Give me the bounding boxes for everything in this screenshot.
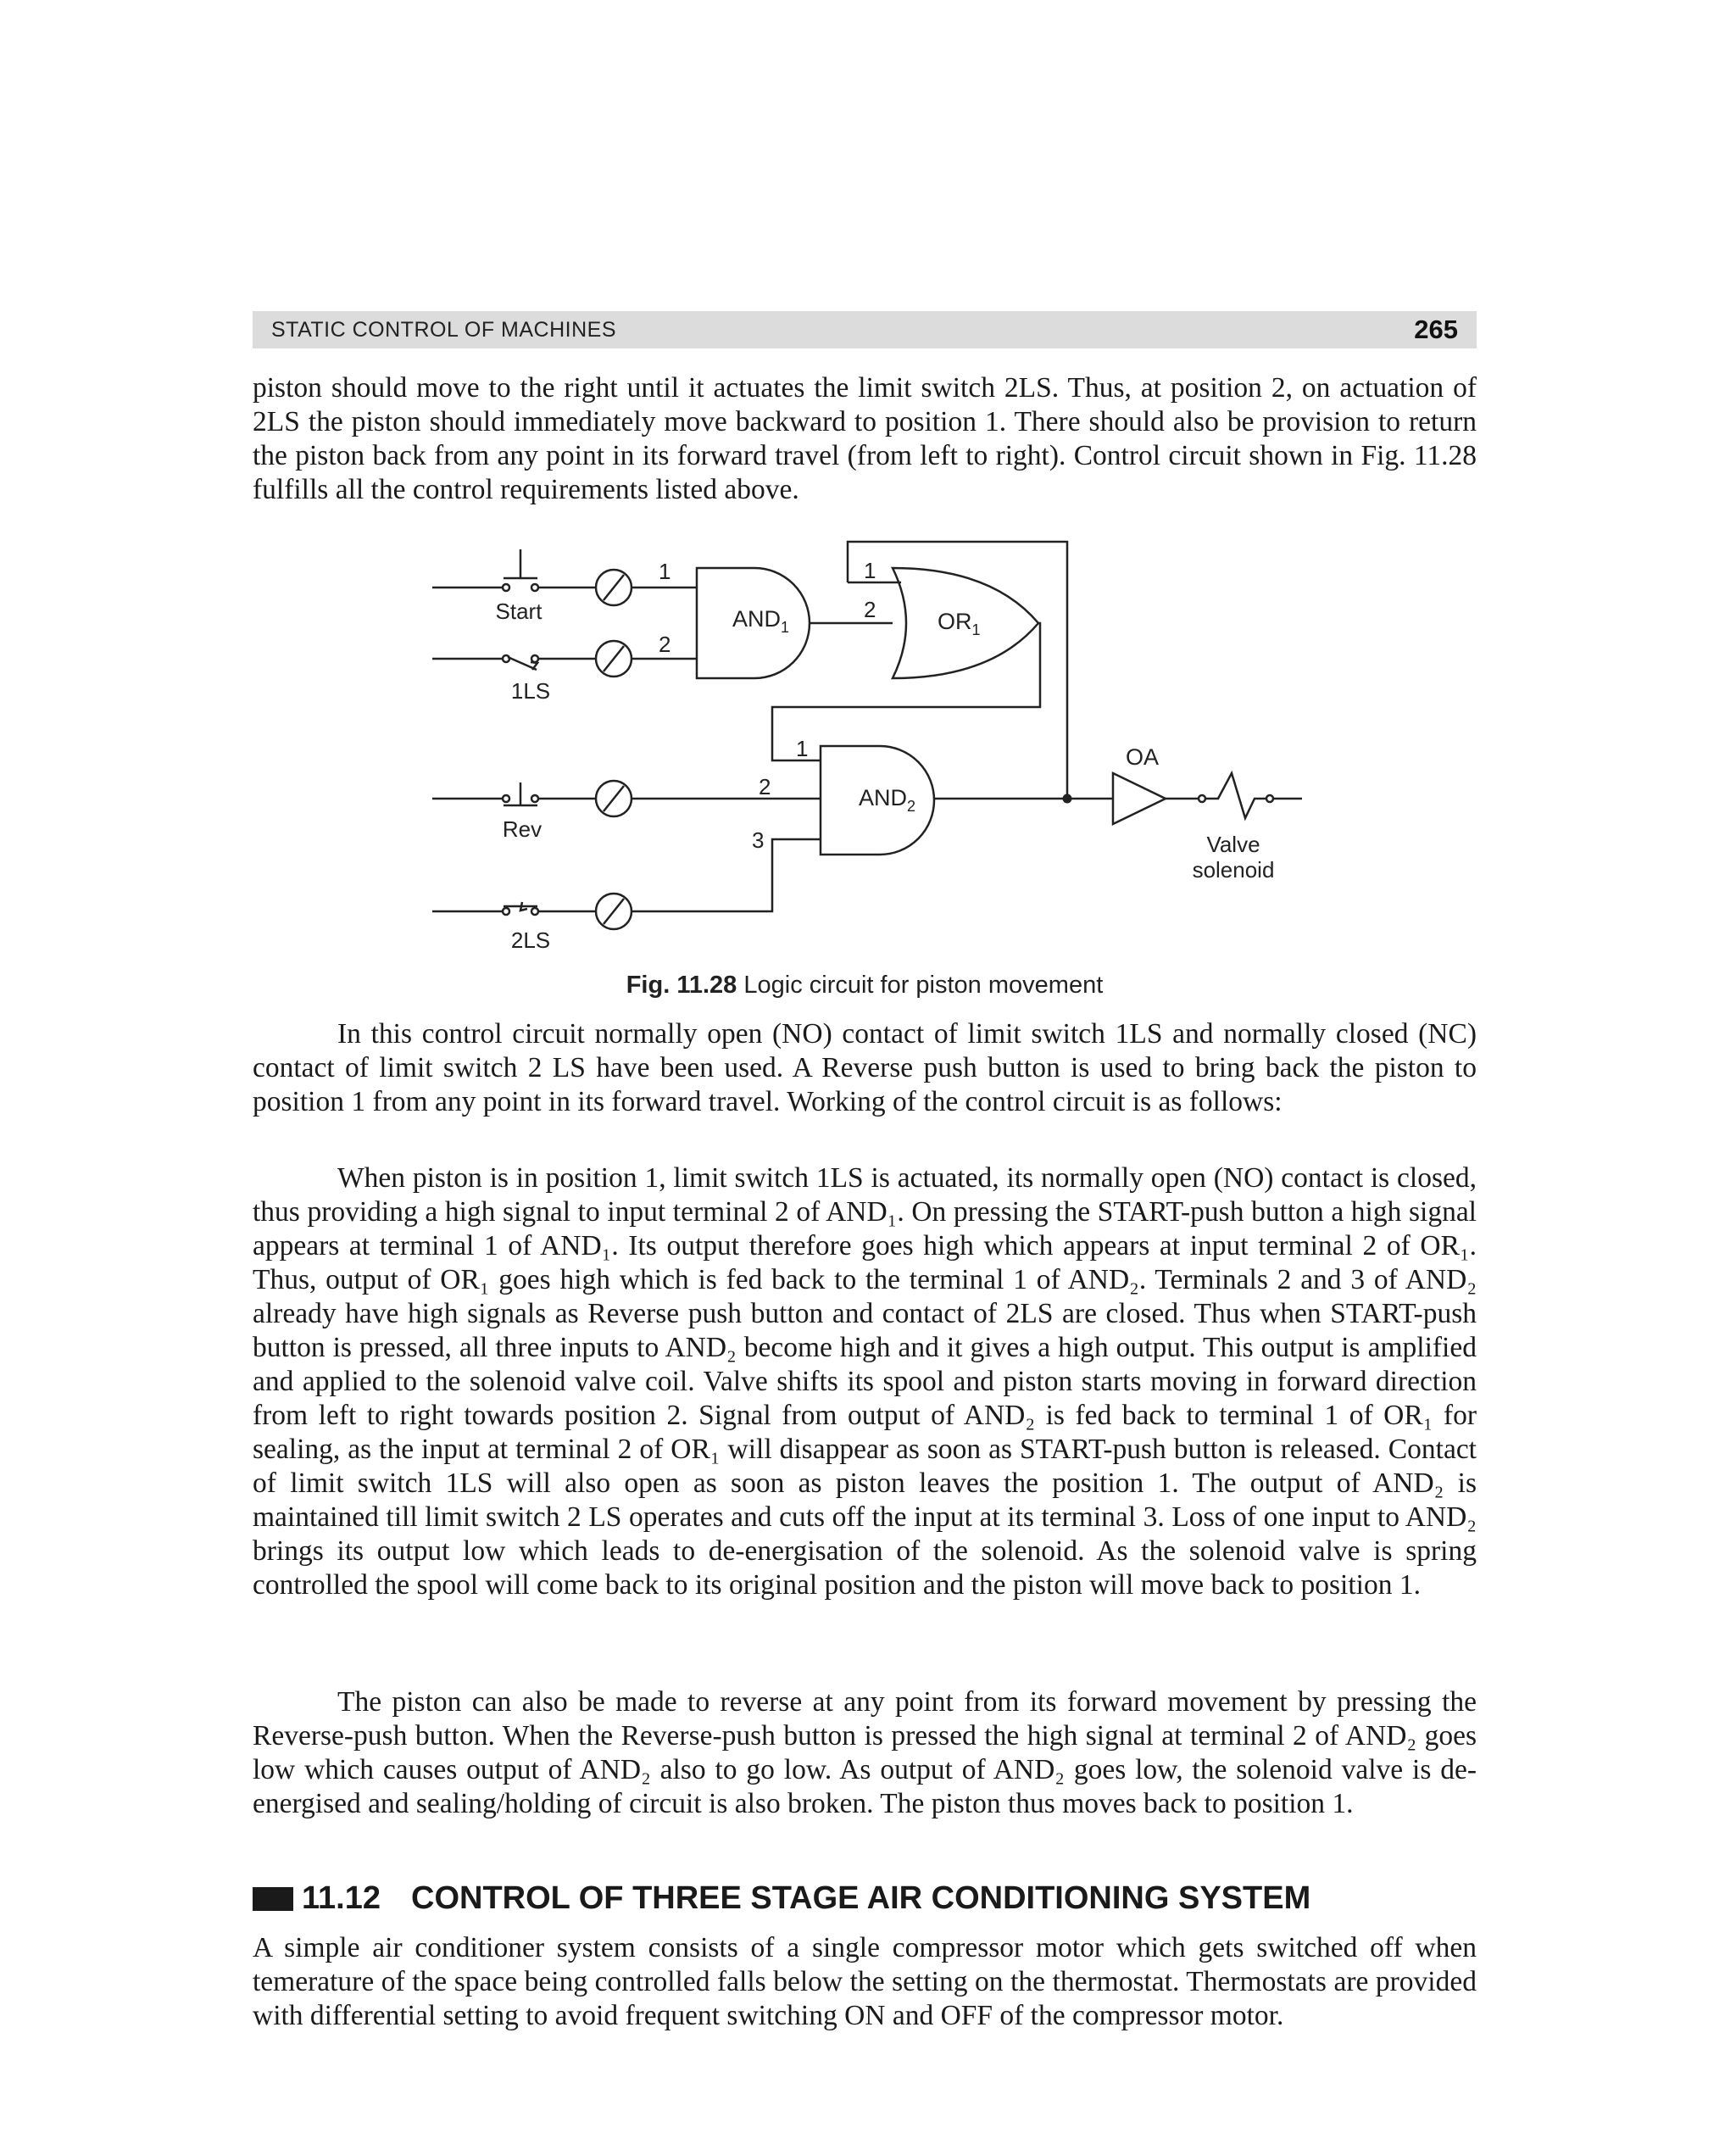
junction-dot bbox=[1063, 794, 1072, 804]
contact-terminal bbox=[531, 795, 538, 802]
section-number: 11.12 bbox=[302, 1880, 381, 1916]
logic-circuit-diagram bbox=[415, 526, 1314, 966]
solenoid-terminal bbox=[1266, 795, 1273, 802]
contact-terminal bbox=[503, 584, 509, 591]
paragraph-contacts: In this control circuit normally open (NO) contact of limit switch 1LS and normally closed (NC) contact of limit switch 2 LS have been used. A Reverse push button is used to bring back the piston to position 1 from any point in its forward travel. Working of the control circuit is as follows: bbox=[253, 1018, 1477, 1117]
and1-terminal-2: 2 bbox=[659, 632, 671, 657]
contact-terminal bbox=[531, 584, 538, 591]
and2-label: $AND_2$ bbox=[859, 785, 916, 815]
solenoid-terminal bbox=[1199, 795, 1205, 802]
oa-amplifier bbox=[1113, 773, 1166, 824]
valve-solenoid-coil bbox=[1205, 773, 1266, 818]
section-marker bbox=[253, 1887, 293, 1911]
start-label: Start bbox=[495, 599, 542, 624]
contact-terminal bbox=[531, 655, 538, 662]
paragraph-working: When piston is in position 1, limit switch 1LS is actuated, its normally open (NO) contact is closed, thus providing a high signal to input terminal 2 of AND₁. On pressing the START-push button a high signal appears at terminal 1 of AND₁. Its output therefore goes high which appears at input terminal 2 of OR₁. Thus, output of OR₁ goes high which is fed back to the terminal 1 of AND₂. Terminals 2 and 3 of AND₂ already have high signals as Reverse push button and contact of 2LS are closed. Thus when START-push button is pressed, all three inputs to AND₂ become high and it gives a high output. This output is amplified and applied to the solenoid valve coil. Valve shifts its spool and piston starts moving in forward direction from left to right towards position 2. Signal from output of AND₂ is fed back to terminal 1 of OR₁ for sealing, as the input at terminal 2 of OR₁ will disappear as soon as START-push button is released. Contact of limit switch 1LS will also open as soon as piston leaves the position 1. The output of AND₂ is maintained till limit switch 2 LS operates and cuts off the input at its terminal 3. Loss of one input to AND₂ brings its output low which leads to de-energisation of the solenoid. As the solenoid valve is spring controlled the spool will come back to its original position and the piston will move back to position 1. bbox=[253, 1162, 1477, 1601]
figure-caption bbox=[253, 972, 1477, 1000]
valve-label: Valve bbox=[1206, 832, 1260, 857]
contact-terminal bbox=[531, 908, 538, 915]
or1-label: $OR_1$ bbox=[938, 609, 981, 638]
inverter-slash bbox=[604, 646, 624, 671]
running-header bbox=[253, 311, 1477, 348]
paragraph-section-body: A simple air conditioner system consists of a single compressor motor which gets switched off when temerature of the space being controlled falls below the setting on the thermostat. Thermostats are provided with differential setting to avoid frequent switching ON and OFF of the compressor motor. bbox=[253, 1932, 1477, 2031]
and2-terminal-2: 2 bbox=[759, 774, 771, 799]
inverter-slash bbox=[604, 786, 624, 811]
paragraph-reverse: The piston can also be made to reverse at any point from its forward movement by pressing the Reverse-push button. When the Reverse-push button is pressed the high signal at terminal 2 of AND₂ goes low which causes output of AND₂ also to go low. As output of AND₂ goes low, the solenoid valve is de-energised and sealing/holding of circuit is also broken. The piston thus moves back to position 1. bbox=[253, 1686, 1477, 1819]
solenoid-label: solenoid bbox=[1192, 857, 1275, 883]
contact-terminal bbox=[503, 795, 509, 802]
contact-terminal bbox=[503, 908, 509, 915]
and1-terminal-1: 1 bbox=[659, 559, 671, 584]
section-title: CONTROL OF THREE STAGE AIR CONDITIONING SYSTEM bbox=[411, 1880, 1311, 1916]
inverter-slash bbox=[604, 575, 624, 600]
page-number: 265 bbox=[1414, 315, 1458, 344]
and2-terminal-1: 1 bbox=[796, 736, 809, 761]
oa-label: OA bbox=[1126, 744, 1160, 770]
figure-caption-text: Logic circuit for piston movement bbox=[743, 972, 1104, 999]
paragraph-intro: piston should move to the right until it actuates the limit switch 2LS. Thus, at position 2, on actuation of 2LS the piston should immediately move backward to position 1. There should also be provision to return the piston back from any point in its forward travel (from left to right). Control circuit shown in Fig. 11.28 fulfills all the control requirements listed above. bbox=[253, 372, 1477, 505]
running-title: STATIC CONTROL OF MACHINES bbox=[271, 317, 616, 342]
wire bbox=[632, 839, 821, 911]
inverter-slash bbox=[604, 899, 624, 924]
section-heading bbox=[253, 1880, 1477, 1917]
or1-terminal-2: 2 bbox=[864, 597, 876, 622]
or1-terminal-1: 1 bbox=[864, 558, 876, 583]
rev-label: Rev bbox=[502, 816, 542, 842]
and2-terminal-3: 3 bbox=[752, 827, 765, 853]
ls2-label: 2LS bbox=[510, 927, 551, 953]
and1-label: $AND_1$ bbox=[732, 606, 790, 636]
figure-number: Fig. 11.28 bbox=[626, 972, 737, 999]
ls1-label: 1LS bbox=[510, 678, 551, 704]
logic-circuit-figure bbox=[415, 526, 1314, 966]
or1-output-wire bbox=[772, 623, 1040, 760]
